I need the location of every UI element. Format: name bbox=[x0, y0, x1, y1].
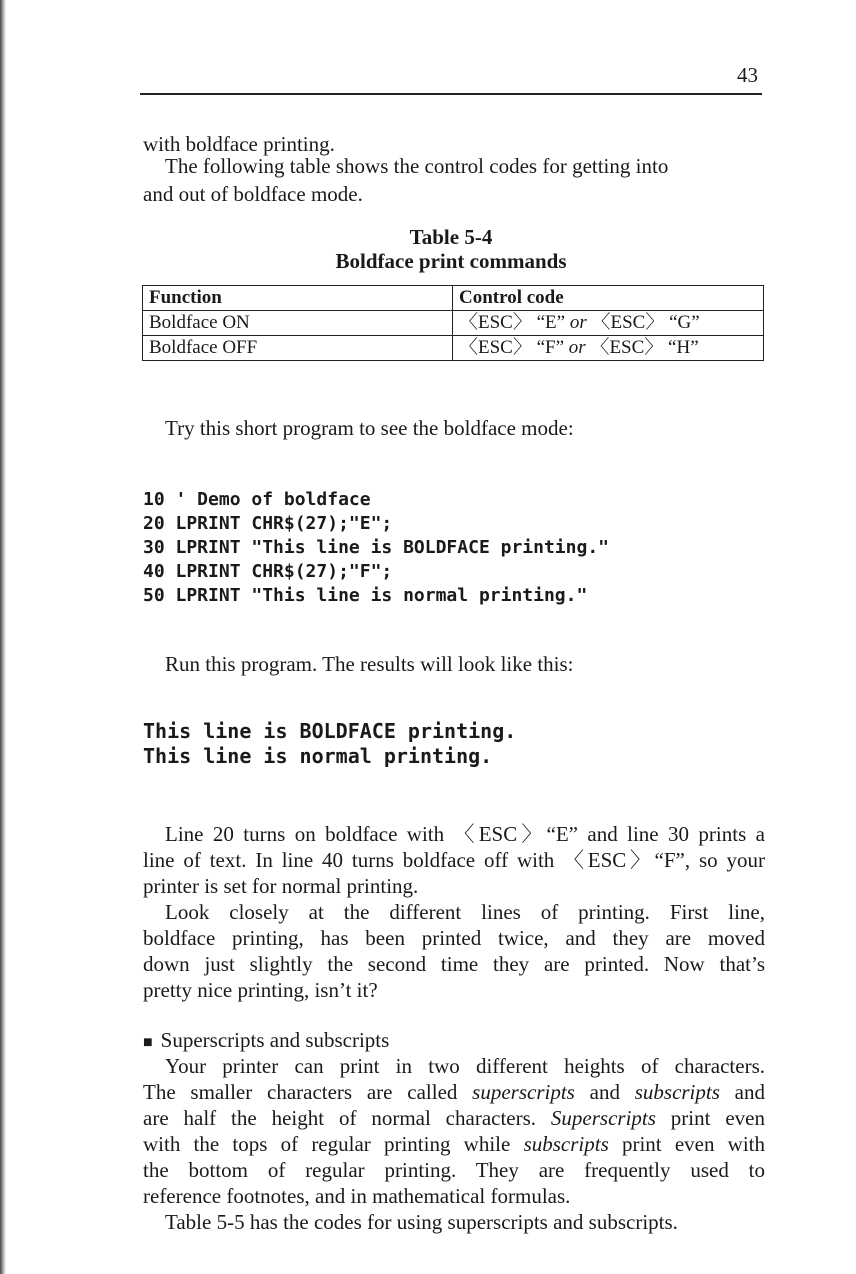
emphasis: subscripts bbox=[523, 1132, 609, 1156]
section-line-3 bbox=[143, 1104, 765, 1132]
explanation-line-2: line of text. In line 40 turns boldface off with 〈ESC〉“F”, so your bbox=[143, 848, 765, 872]
text-run: are half the height of normal characters. bbox=[143, 1106, 551, 1130]
table-cell-function: Boldface ON bbox=[143, 311, 453, 336]
table-cell-control-code bbox=[453, 311, 764, 336]
scan-edge bbox=[0, 0, 6, 1274]
run-text: Run this program. The results will look like this: bbox=[165, 652, 574, 676]
text-run: and bbox=[719, 1080, 765, 1104]
page-number: 43 bbox=[737, 63, 758, 87]
code-a: 〈ESC〉 “F” bbox=[459, 337, 565, 358]
or-word: or bbox=[568, 337, 586, 358]
section-line-6: reference footnotes, and in mathematical formulas. bbox=[143, 1184, 571, 1208]
section-line-7: Table 5-5 has the codes for using superscripts and subscripts. bbox=[165, 1210, 678, 1234]
code-a: 〈ESC〉 “E” bbox=[459, 312, 566, 333]
section-heading-text: Superscripts and subscripts bbox=[160, 1028, 390, 1052]
table-header-function: Function bbox=[143, 286, 453, 311]
intro-line-2: The following table shows the control codes for getting into bbox=[165, 154, 669, 178]
table-row bbox=[143, 311, 764, 336]
emphasis: subscripts bbox=[634, 1080, 720, 1104]
emphasis: superscripts bbox=[472, 1080, 575, 1104]
program-line: 40 LPRINT CHR$(27);"F"; bbox=[143, 561, 393, 582]
explanation-line-3: printer is set for normal printing. bbox=[143, 874, 419, 898]
text-run: and bbox=[574, 1080, 635, 1104]
table-header-control-code: Control code bbox=[453, 286, 764, 311]
section-line-5: the bottom of regular printing. They are frequently used to bbox=[143, 1158, 765, 1182]
section-line-2 bbox=[143, 1078, 765, 1106]
bullet-square-icon: ■ bbox=[143, 1034, 153, 1051]
program-line: 20 LPRINT CHR$(27);"E"; bbox=[143, 513, 393, 534]
section-line-4 bbox=[143, 1130, 765, 1158]
text-run: The smaller characters are called bbox=[143, 1080, 473, 1104]
table-row bbox=[143, 336, 764, 361]
intro-line-3: and out of boldface mode. bbox=[143, 182, 363, 206]
table-caption-number: Table 5-4 bbox=[409, 225, 493, 249]
try-text: Try this short program to see the boldface mode: bbox=[165, 416, 574, 440]
program-line: 10 ' Demo of boldface bbox=[143, 489, 371, 510]
text-run: with the tops of regular printing while bbox=[143, 1132, 524, 1156]
intro-line-1: with boldface printing. bbox=[143, 132, 335, 156]
table-caption-title: Boldface print commands bbox=[335, 249, 567, 273]
boldface-commands-table bbox=[142, 285, 764, 361]
emphasis: Superscripts bbox=[550, 1106, 656, 1130]
text-run: print even bbox=[655, 1106, 765, 1130]
program-line: 30 LPRINT "This line is BOLDFACE printing." bbox=[143, 537, 609, 558]
explanation-line-1: Line 20 turns on boldface with 〈ESC〉“E” and line 30 prints a bbox=[165, 822, 765, 846]
code-b: 〈ESC〉 “H” bbox=[590, 337, 699, 358]
or-word: or bbox=[569, 312, 587, 333]
code-b: 〈ESC〉 “G” bbox=[591, 312, 700, 333]
explanation-line-4: Look closely at the different lines of printing. First line, bbox=[165, 900, 765, 924]
table-cell-function: Boldface OFF bbox=[143, 336, 453, 361]
table-cell-control-code bbox=[453, 336, 764, 361]
output-line: This line is normal printing. bbox=[143, 744, 493, 768]
header-rule bbox=[140, 93, 762, 95]
program-line: 50 LPRINT "This line is normal printing." bbox=[143, 585, 588, 606]
explanation-line-7: pretty nice printing, isn’t it? bbox=[143, 978, 378, 1002]
explanation-line-5: boldface printing, has been printed twice, and they are moved bbox=[143, 926, 765, 950]
section-line-1: Your printer can print in two different heights of characters. bbox=[165, 1054, 765, 1078]
table-header-row bbox=[143, 286, 764, 311]
output-line: This line is BOLDFACE printing. bbox=[143, 719, 517, 743]
explanation-line-6: down just slightly the second time they are printed. Now that’s bbox=[143, 952, 765, 976]
text-run: print even with bbox=[608, 1132, 766, 1156]
